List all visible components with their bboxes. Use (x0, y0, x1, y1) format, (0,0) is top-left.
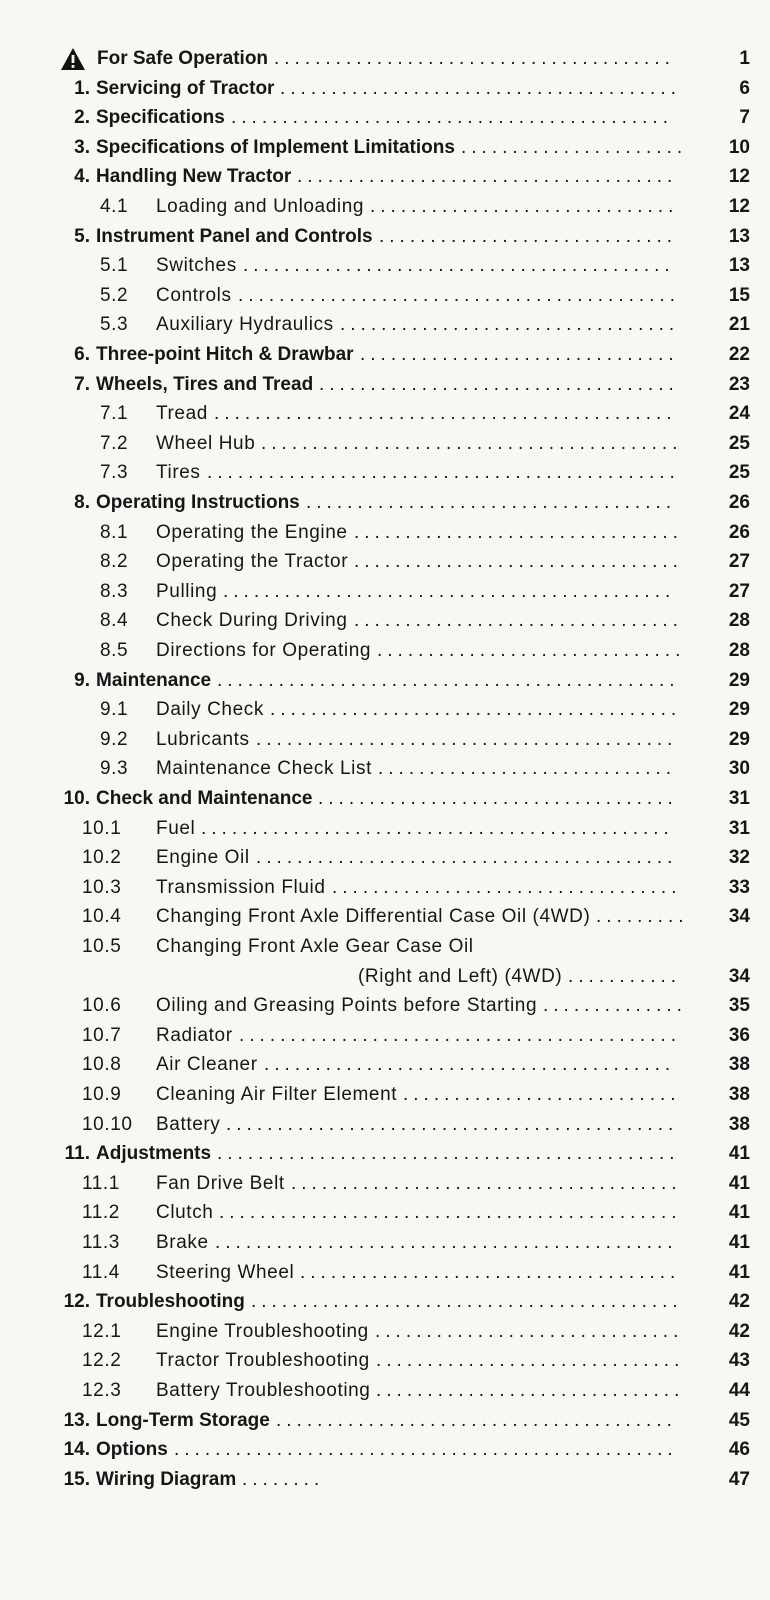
toc-entry-title: Operating the Tractor (156, 551, 349, 573)
dot-leader: ............................. (378, 758, 677, 780)
toc-entry-page: 38 (728, 1054, 750, 1076)
toc-entry-title: Check During Driving (156, 610, 348, 632)
toc-entry-page: 23 (728, 373, 750, 395)
dot-leader: .............................. (370, 195, 679, 217)
toc-entry-number: 10.9 (82, 1083, 122, 1105)
toc-entry[interactable] (0, 1437, 770, 1463)
dot-leader: ...................... (461, 136, 688, 158)
toc-entry[interactable] (0, 727, 770, 753)
dot-leader: .............................................. (201, 817, 674, 839)
toc-entry-number: 8.2 (100, 551, 129, 573)
toc-entry[interactable] (0, 668, 770, 694)
toc-entry-number: 10.7 (82, 1024, 122, 1046)
toc-entry-number: 10.5 (82, 935, 122, 957)
dot-leader: .............................. (377, 639, 686, 661)
dot-leader: ................................................. (174, 1439, 678, 1461)
toc-entry-title: Instrument Panel and Controls (96, 225, 373, 247)
toc-entry-number: 8.3 (100, 580, 129, 602)
toc-entry-number: 9. (74, 669, 90, 691)
dot-leader: ......... (596, 906, 689, 928)
dot-leader: .............. (543, 995, 687, 1017)
toc-entry-number: 9.1 (100, 699, 129, 721)
toc-entry-page: 29 (728, 669, 750, 691)
dot-leader: ........................................... (239, 1024, 681, 1046)
dot-leader: ........................................ (270, 699, 682, 721)
dot-leader: ............................... (360, 343, 679, 365)
toc-entry-title: Options (96, 1439, 168, 1461)
toc-entry[interactable] (0, 135, 770, 161)
dot-leader: .......................................... (251, 1291, 683, 1313)
toc-entry-page: 34 (728, 906, 750, 928)
toc-entry-number: 10.4 (82, 906, 122, 928)
toc-entry[interactable] (0, 401, 770, 427)
toc-entry-title: Specifications of Implement Limitations (96, 136, 455, 158)
toc-entry-page: 33 (728, 876, 750, 898)
toc-entry-number: 6. (74, 343, 90, 365)
toc-entry-number: 8. (74, 491, 90, 513)
toc-entry-page: 7 (739, 107, 750, 129)
toc-entry-title: Servicing of Tractor (96, 77, 275, 99)
toc-entry-title: Maintenance (96, 669, 212, 691)
toc-entry-page: 12 (728, 166, 750, 188)
toc-entry[interactable] (0, 105, 770, 131)
toc-entry-number: 12.1 (82, 1320, 122, 1342)
toc-entry-number: 7.1 (100, 403, 129, 425)
toc-entry-number: 8.4 (100, 610, 129, 632)
toc-entry-title: Cleaning Air Filter Element (156, 1083, 398, 1105)
toc-entry[interactable] (0, 1082, 770, 1108)
toc-entry-page: 10 (728, 136, 750, 158)
toc-entry-number: 9.3 (100, 758, 129, 780)
toc-entry-title: For Safe Operation (97, 48, 269, 69)
dot-leader: .......................................... (243, 255, 675, 277)
toc-entry-title: Tread (156, 403, 208, 425)
toc-entry[interactable] (0, 490, 770, 516)
toc-entry-title: Daily Check (156, 699, 264, 721)
toc-entry[interactable] (0, 164, 770, 190)
toc-entry-page: 44 (728, 1379, 750, 1401)
toc-entry[interactable] (0, 1348, 770, 1374)
toc-entry[interactable] (0, 1467, 770, 1493)
toc-entry[interactable] (0, 1319, 770, 1345)
toc-entry-title: Wiring Diagram (96, 1468, 237, 1490)
toc-entry-number: 11.4 (82, 1261, 120, 1283)
toc-entry[interactable] (0, 283, 770, 309)
toc-entry[interactable] (0, 934, 770, 960)
dot-leader: ......................................... (256, 847, 678, 869)
dot-leader: ................................ (354, 521, 683, 543)
toc-entry[interactable] (0, 845, 770, 871)
toc-entry-page: 45 (728, 1409, 750, 1431)
dot-leader: ......................................... (261, 432, 683, 454)
dot-leader: ................................. (340, 314, 680, 336)
toc-entry[interactable] (0, 993, 770, 1019)
toc-entry-title: Three-point Hitch & Drawbar (96, 343, 354, 365)
toc-entry-page: 26 (728, 491, 750, 513)
toc-entry-title: Radiator (156, 1024, 233, 1046)
toc-entry-page: 38 (728, 1083, 750, 1105)
toc-entry[interactable] (0, 875, 770, 901)
toc-entry[interactable] (0, 697, 770, 723)
dot-leader: ..................................... (300, 1261, 681, 1283)
toc-entry-title: Operating the Engine (156, 521, 348, 543)
toc-entry-number: 12.3 (82, 1379, 122, 1401)
dot-leader: .............................................. (207, 462, 680, 484)
toc-entry-title: Transmission Fluid (156, 876, 326, 898)
toc-entry-number: 10.10 (82, 1113, 133, 1135)
toc-entry[interactable] (0, 312, 770, 338)
toc-entry[interactable] (0, 1260, 770, 1286)
toc-entry-title: Pulling (156, 580, 218, 602)
toc-entry-page: 15 (728, 284, 750, 306)
dot-leader: ................................ (354, 610, 683, 632)
toc-entry-page: 46 (728, 1439, 750, 1461)
dot-leader: ........................................ (264, 1054, 676, 1076)
toc-entry-page: 13 (728, 225, 750, 247)
toc-entry[interactable] (0, 904, 770, 930)
toc-entry-title: Wheel Hub (156, 432, 256, 454)
toc-entry-title: Oiling and Greasing Points before Starting (156, 995, 538, 1017)
toc-entry-page: 28 (728, 610, 750, 632)
toc-entry-number: 10. (63, 787, 90, 809)
toc-entry-page: 41 (728, 1202, 750, 1224)
toc-entry-page: 29 (728, 699, 750, 721)
toc-entry[interactable] (0, 786, 770, 812)
dot-leader: ..................................... (297, 166, 678, 188)
toc-entry-page: 13 (728, 255, 750, 277)
dot-leader: .................................. (332, 876, 682, 898)
dot-leader: ....................................... (276, 1409, 677, 1431)
dot-leader: ............................................. (217, 1143, 680, 1165)
toc-entry-number: 15. (63, 1468, 90, 1490)
toc-entry-title: Changing Front Axle Differential Case Oil (4WD) (156, 906, 591, 928)
toc-entry-page: 32 (728, 847, 750, 869)
toc-entry-number: 7. (74, 373, 90, 395)
toc-entry-page: 30 (728, 758, 750, 780)
toc-entry-title: Steering Wheel (156, 1261, 295, 1283)
toc-entry-title: Check and Maintenance (96, 787, 313, 809)
toc-entry[interactable] (0, 549, 770, 575)
dot-leader: ........................................... (231, 107, 673, 129)
dot-leader: ........... (568, 965, 682, 987)
toc-entry-page: 34 (728, 965, 750, 987)
toc-entry-title: Loading and Unloading (156, 195, 365, 217)
toc-entry-number: 5.2 (100, 284, 129, 306)
dot-leader: ........................... (403, 1083, 681, 1105)
toc-entry-title: Clutch (156, 1202, 214, 1224)
toc-entry-title: Wheels, Tires and Tread (96, 373, 314, 395)
toc-entry-number: 11.3 (82, 1231, 120, 1253)
toc-entry-title: Fan Drive Belt (156, 1172, 285, 1194)
toc-entry-number: 10.3 (82, 876, 122, 898)
toc-entry-title: Auxiliary Hydraulics (156, 314, 334, 336)
toc-entry-page: 21 (728, 314, 750, 336)
toc-entry-page: 41 (728, 1172, 750, 1194)
toc-entry-number: 4. (74, 166, 90, 188)
toc-entry[interactable] (0, 460, 770, 486)
toc-entry[interactable] (0, 1052, 770, 1078)
toc-entry[interactable] (0, 1408, 770, 1434)
dot-leader: ....................................... (274, 48, 675, 69)
dot-leader: ............................................. (217, 669, 680, 691)
toc-entry-number: 14. (63, 1439, 90, 1461)
toc-entry-page: 1 (739, 48, 750, 69)
toc-entry-title: Air Cleaner (156, 1054, 258, 1076)
toc-entry[interactable] (0, 253, 770, 279)
toc-entry-page: 29 (728, 728, 750, 750)
toc-entry-title: Tractor Troubleshooting (156, 1350, 370, 1372)
toc-entry-title: Maintenance Check List (156, 758, 372, 780)
toc-entry[interactable] (0, 756, 770, 782)
toc-entry-number: 8.1 (100, 521, 129, 543)
toc-entry-page: 24 (728, 403, 750, 425)
toc-entry-title: Switches (156, 255, 237, 277)
toc-entry[interactable] (0, 1378, 770, 1404)
toc-entry-page: 25 (728, 462, 750, 484)
toc-entry[interactable] (0, 1289, 770, 1315)
toc-entry-title: Long-Term Storage (96, 1409, 270, 1431)
toc-entry-title-continuation: (Right and Left) (4WD) (358, 965, 563, 987)
toc-entry-title: Controls (156, 284, 232, 306)
toc-entry-number: 11. (64, 1143, 90, 1165)
toc-entry-number: 10.1 (82, 817, 122, 839)
dot-leader: ............................................. (214, 403, 677, 425)
toc-entry-title: Brake (156, 1231, 209, 1253)
toc-entry-page: 41 (728, 1143, 750, 1165)
toc-entry-title: Battery Troubleshooting (156, 1379, 371, 1401)
dot-leader: .............................. (376, 1350, 685, 1372)
dot-leader: ....................................... (280, 77, 681, 99)
dot-leader: .............................. (375, 1320, 684, 1342)
toc-entry-page: 27 (728, 551, 750, 573)
toc-entry-number: 8.5 (100, 639, 129, 661)
toc-entry-page: 28 (728, 639, 750, 661)
toc-entry-number: 5.3 (100, 314, 129, 336)
dot-leader: ...................................... (291, 1172, 682, 1194)
dot-leader: .................................... (306, 491, 677, 513)
toc-entry-number: 2. (74, 107, 90, 129)
toc-entry-page: 31 (728, 817, 750, 839)
toc-entry-number: 7.2 (100, 432, 129, 454)
toc-entry[interactable] (0, 579, 770, 605)
toc-entry-title: Tires (156, 462, 201, 484)
toc-entry-number: 12.2 (82, 1350, 122, 1372)
dot-leader: ................................ (354, 551, 683, 573)
toc-entry-number: 1. (74, 77, 90, 99)
dot-leader: ........ (242, 1468, 325, 1490)
toc-entry-page: 42 (728, 1291, 750, 1313)
toc-entry-page: 22 (728, 343, 750, 365)
toc-entry-number: 9.2 (100, 728, 129, 750)
toc-entry-title: Engine Oil (156, 847, 250, 869)
toc-entry-title: Adjustments (96, 1143, 212, 1165)
toc-entry-number: 5. (74, 225, 90, 247)
toc-entry[interactable] (0, 520, 770, 546)
toc-entry[interactable] (0, 816, 770, 842)
toc-entry[interactable] (0, 431, 770, 457)
dot-leader: ............................................ (223, 580, 676, 602)
toc-entry-title: Operating Instructions (96, 491, 300, 513)
toc-entry-number: 4.1 (100, 195, 129, 217)
toc-entry-page: 43 (728, 1350, 750, 1372)
toc-entry[interactable] (0, 1171, 770, 1197)
warning-triangle-icon (60, 47, 86, 71)
toc-entry-page: 12 (728, 195, 750, 217)
toc-entry-title: Troubleshooting (96, 1291, 245, 1313)
toc-entry-title: Engine Troubleshooting (156, 1320, 369, 1342)
toc-entry[interactable] (0, 1112, 770, 1138)
toc-entry[interactable] (0, 608, 770, 634)
toc-entry-page: 36 (728, 1024, 750, 1046)
toc-entry[interactable] (0, 638, 770, 664)
toc-entry-page: 31 (728, 787, 750, 809)
toc-entry-number: 13. (63, 1409, 90, 1431)
toc-entry-page: 35 (728, 995, 750, 1017)
toc-entry-number: 5.1 (100, 255, 129, 277)
toc-entry[interactable] (0, 224, 770, 250)
dot-leader: ............................................. (219, 1202, 682, 1224)
toc-entry-title: Battery (156, 1113, 221, 1135)
toc-entry-page: 25 (728, 432, 750, 454)
toc-entry-number: 3. (74, 136, 90, 158)
dot-leader: .............................. (376, 1379, 685, 1401)
toc-entry[interactable] (0, 342, 770, 368)
toc-entry-page: 6 (739, 77, 750, 99)
dot-leader: ................................... (318, 787, 678, 809)
toc-entry-page: 27 (728, 580, 750, 602)
toc-entry-safe-operation[interactable] (0, 46, 770, 72)
toc-entry-page: 41 (728, 1231, 750, 1253)
toc-entry[interactable] (0, 1023, 770, 1049)
dot-leader: ................................... (319, 373, 679, 395)
toc-entry[interactable] (0, 1200, 770, 1226)
dot-leader: ............................................. (215, 1231, 678, 1253)
toc-entry-page: 47 (728, 1468, 750, 1490)
toc-entry-number: 10.6 (82, 995, 122, 1017)
toc-entry[interactable] (0, 194, 770, 220)
toc-entry-number: 7.3 (100, 462, 129, 484)
dot-leader: ......................................... (256, 728, 678, 750)
toc-entry-number: 10.8 (82, 1054, 122, 1076)
dot-leader: ............................. (379, 225, 678, 247)
toc-entry[interactable] (0, 372, 770, 398)
toc-entry-page: 38 (728, 1113, 750, 1135)
toc-entry-page: 41 (728, 1261, 750, 1283)
toc-entry-page: 42 (728, 1320, 750, 1342)
toc-entry[interactable] (0, 76, 770, 102)
toc-entry-number: 10.2 (82, 847, 122, 869)
toc-entry-number: 11.1 (82, 1172, 120, 1194)
toc-entry-title: Changing Front Axle Gear Case Oil (156, 935, 474, 957)
dot-leader: ........................................... (238, 284, 680, 306)
toc-entry-number: 11.2 (82, 1202, 120, 1224)
toc-entry-number: 12. (63, 1291, 90, 1313)
toc-entry-title: Specifications (96, 107, 225, 129)
toc-entry-title: Handling New Tractor (96, 166, 292, 188)
toc-entry[interactable] (0, 1230, 770, 1256)
dot-leader: ............................................ (226, 1113, 679, 1135)
toc-entry-page: 26 (728, 521, 750, 543)
toc-entry[interactable] (0, 1141, 770, 1167)
toc-entry-continuation[interactable] (0, 964, 770, 990)
toc-entry-title: Lubricants (156, 728, 250, 750)
toc-entry-title: Fuel (156, 817, 196, 839)
toc-entry-title: Directions for Operating (156, 639, 372, 661)
